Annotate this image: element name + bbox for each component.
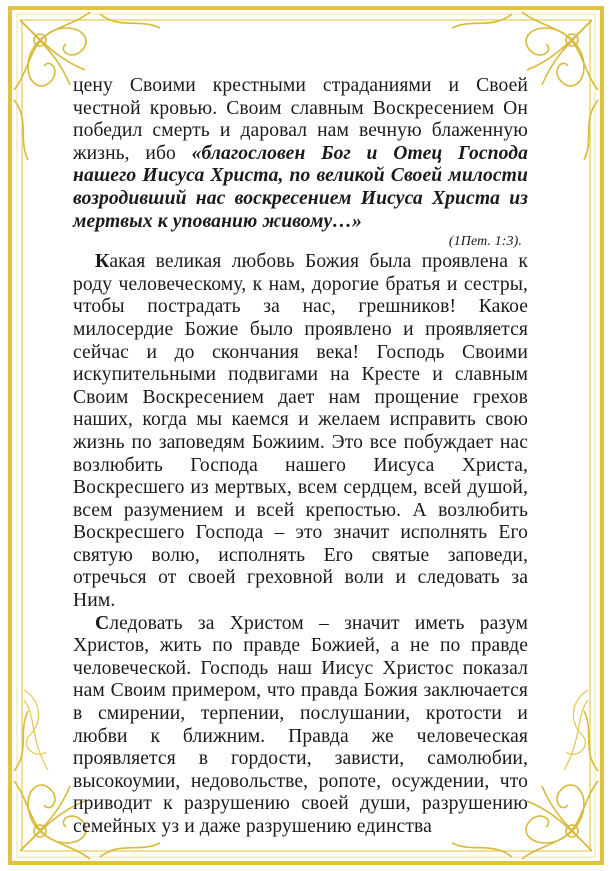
paragraph-2-text: акая великая любовь Божия была проявлена к роду человеческому, к нам, дорогие братья и сестры, чтобы пострадать за нас, грешников! Какое милосердие Божие было проявлено и проявляется сейчас и до скончания века! Господь Своими искупительными подвигами на Кресте и славным Своим Воскресением дает нам прощение грехов наших, когда мы каемся и желаем исправить свою жизнь по заповедям Божиим. Это все побуждает нас возлюбить Господа нашего Иисуса Христа, Воскресшего из мертвых, всем сердцем, всей душой, всем разумением и всей крепостью. А возлюбить Воскресшего Господа – это значит исполнять Его святую волю, исполнять Его святые заповеди, отречься от своей греховной воли и следовать за Ним. (73, 251, 528, 612)
paragraph-2-initial: К (95, 251, 110, 273)
scripture-reference: (1Пет. 1:3). (448, 234, 522, 250)
side-flourish-right (564, 690, 588, 770)
paragraph-3-initial: С (95, 612, 110, 634)
paragraph-2 (73, 251, 528, 613)
paragraph-3-text: ледовать за Христом – значит иметь разум Христов, жить по правде Божией, а не по правде человеческой. Господь наш Иисус Христос показал нам Своим примером, что правда Божия заключается в смирении, терпении, послушании, кротости и любви к ближним. Правда же человеческая проявляется в гордости, зависти, самолюбии, высокоумии, недовольстве, ропоте, осуждении, что приводит к разрушению своей души, разрушению семейных уз и даже разрушению единства (73, 612, 528, 837)
side-flourish-left (24, 690, 48, 770)
paragraph-continuation (73, 75, 528, 233)
scripture-quote: «благословен Бог и Отец Господа нашего Иисуса Христа, по великой Своей милости возродивший нас воскресением Иисуса Христа из мертвых к упованию живому…» (73, 142, 529, 232)
paragraph-3 (73, 613, 528, 839)
sermon-text-block (73, 75, 528, 839)
paragraph-1-text: цену Своими крестными страданиями и Своей честной кровью. Своим славным Воскресением Он победил смерть и даровал нам вечную блаженную жизнь, ибо (73, 75, 528, 164)
